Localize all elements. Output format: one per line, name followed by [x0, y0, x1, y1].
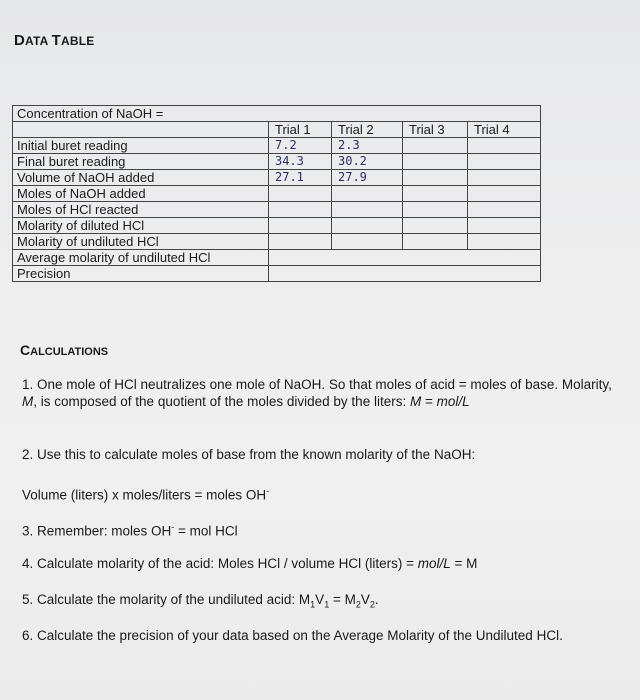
table-row: [13, 218, 541, 234]
table-row: [13, 170, 541, 186]
table-cell: 30.2: [332, 154, 403, 170]
table-cell: 34.3: [269, 154, 332, 170]
table-cell: [332, 186, 403, 202]
table-cell: 27.9: [332, 170, 403, 186]
table-cell: [403, 218, 468, 234]
table-cell: [468, 202, 541, 218]
table-cell: [332, 234, 403, 250]
trial-header: Trial 2: [332, 122, 403, 138]
step-4: 4. Calculate molarity of the acid: Moles HCl / volume HCl (liters) = mol/L = M: [22, 556, 478, 571]
calculations-heading: CALCULATIONS: [20, 342, 109, 358]
row-label: Moles of HCl reacted: [13, 202, 269, 218]
table-cell: [468, 154, 541, 170]
table-row: [13, 186, 541, 202]
step-5: 5. Calculate the molarity of the undiluted acid: $M_1V_1 = M_2V_2$.: [22, 592, 379, 610]
step-2: 2. Use this to calculate moles of base from the known molarity of the NaOH:: [22, 447, 476, 462]
table-cell: [403, 202, 468, 218]
step-1: 1. One mole of HCl neutralizes one mole of NaOH. So that moles of acid = moles of base. Molarity, M, is composed of the quotient of the moles divided by the liters: M = mol/L: [22, 377, 612, 409]
table-row: [13, 250, 541, 266]
table-cell: [269, 266, 541, 282]
table-cell: [403, 234, 468, 250]
concentration-label: Concentration of NaOH =: [13, 106, 541, 122]
concentration-row: [13, 106, 541, 122]
table-cell: [332, 218, 403, 234]
table-cell: [269, 202, 332, 218]
table-cell: 7.2: [269, 138, 332, 154]
row-label: Precision: [13, 266, 269, 282]
row-label: Molarity of undiluted HCl: [13, 234, 269, 250]
table-cell: [332, 202, 403, 218]
table-cell: [269, 250, 541, 266]
table-row: [13, 154, 541, 170]
step-3: 3. Remember: moles OH- = mol HCl: [22, 522, 238, 539]
table-row: [13, 234, 541, 250]
table-cell: [269, 218, 332, 234]
table-cell: [403, 154, 468, 170]
table-cell: [403, 170, 468, 186]
row-label: Moles of NaOH added: [13, 186, 269, 202]
table-cell: 27.1: [269, 170, 332, 186]
table-cell: [468, 138, 541, 154]
table-row: [13, 202, 541, 218]
table-cell: [403, 186, 468, 202]
table-row: [13, 138, 541, 154]
volume-equation: Volume (liters) x moles/liters = moles OH-: [22, 486, 270, 503]
data-table: [12, 105, 541, 282]
table-cell: [269, 186, 332, 202]
row-label: Volume of NaOH added: [13, 170, 269, 186]
trial-header: Trial 4: [468, 122, 541, 138]
table-cell: [468, 170, 541, 186]
row-label: Molarity of diluted HCl: [13, 218, 269, 234]
step-6: 6. Calculate the precision of your data based on the Average Molarity of the Undiluted HCl.: [22, 628, 563, 643]
table-row: [13, 266, 541, 282]
header-spacer: [13, 122, 269, 138]
trial-header-row: [13, 122, 541, 138]
table-cell: [468, 234, 541, 250]
table-cell: [269, 234, 332, 250]
table-cell: [468, 218, 541, 234]
table-cell: [468, 186, 541, 202]
data-table-title: DATA TABLE: [14, 32, 95, 49]
trial-header: Trial 3: [403, 122, 468, 138]
row-label: Average molarity of undiluted HCl: [13, 250, 269, 266]
row-label: Initial buret reading: [13, 138, 269, 154]
trial-header: Trial 1: [269, 122, 332, 138]
table-cell: 2.3: [332, 138, 403, 154]
table-cell: [403, 138, 468, 154]
row-label: Final buret reading: [13, 154, 269, 170]
